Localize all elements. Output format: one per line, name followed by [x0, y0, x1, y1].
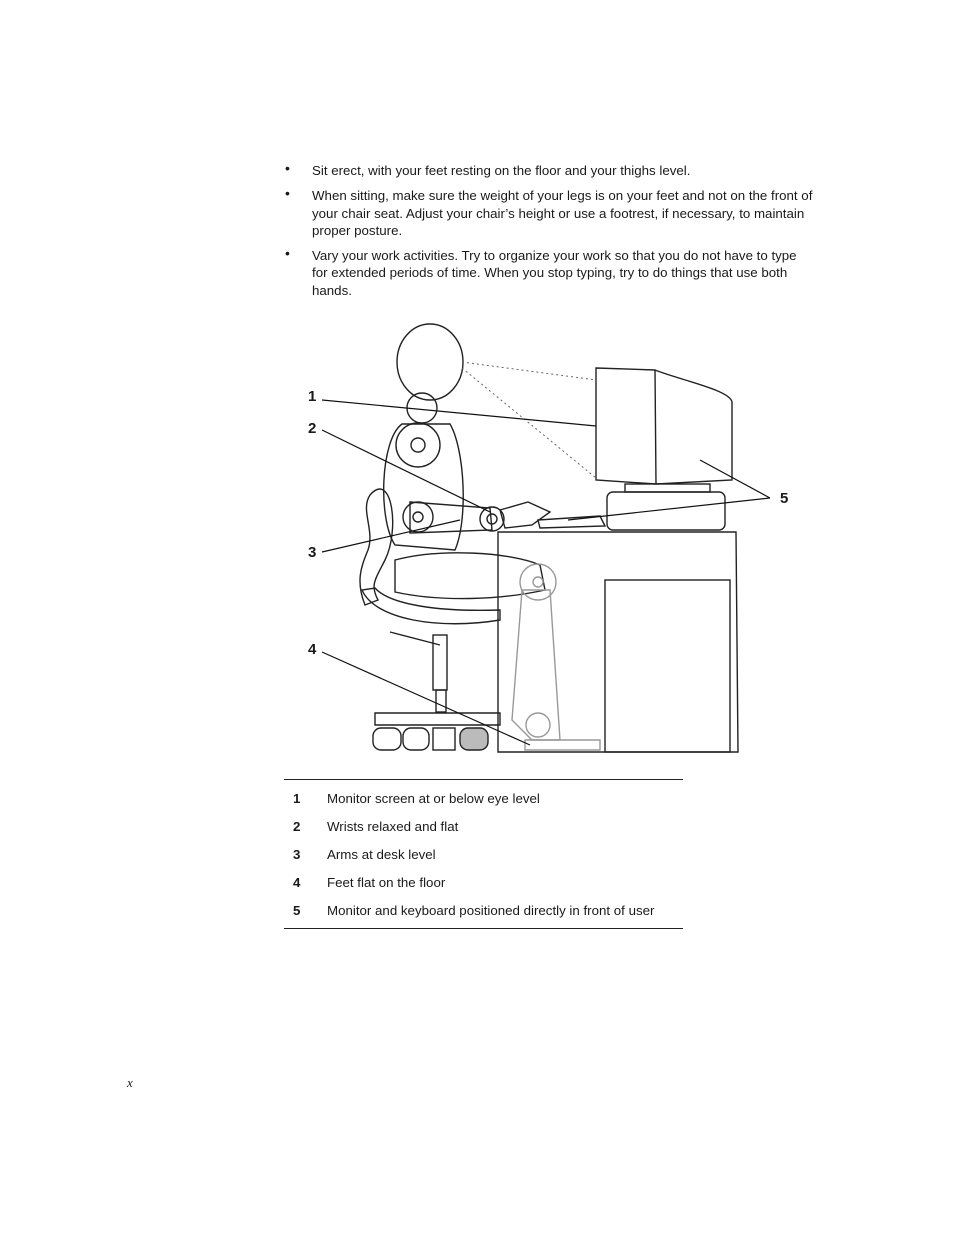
chair-column-lower [436, 690, 446, 712]
legend-number: 1 [293, 790, 301, 806]
legend-number: 2 [293, 818, 301, 834]
elbow-joint-inner [413, 512, 423, 522]
page-number: x [127, 1075, 133, 1090]
leader-line-1 [322, 400, 596, 426]
leader-line-2 [322, 430, 490, 512]
bullet-dot: • [285, 160, 290, 176]
lower-leg-shape [512, 590, 560, 740]
bullet-text: Sit erect, with your feet resting on the floor and your thighs level. [312, 163, 691, 178]
hand-shape [500, 502, 550, 528]
posture-diagram [300, 320, 800, 760]
legend-number: 3 [293, 846, 301, 862]
ergonomic-posture-illustration [300, 320, 800, 760]
chair-caster [433, 728, 455, 750]
legend-row [284, 896, 683, 924]
leader-line-5b [568, 498, 770, 520]
legend-row [284, 868, 683, 896]
bullet-text: When sitting, make sure the weight of your legs is on your feet and not on the front of your chair seat. Adjust your chair’s height or use a footrest, if necessary, to maintain proper posture. [312, 188, 813, 238]
leader-line-4 [322, 652, 530, 745]
shoulder-joint [396, 423, 440, 467]
legend-text: Monitor screen at or below eye level [327, 790, 540, 806]
callout-1: 1 [308, 388, 317, 405]
legend-text: Arms at desk level [327, 846, 436, 862]
legend-text: Wrists relaxed and flat [327, 818, 459, 834]
bullet-dot: • [285, 245, 290, 262]
monitor-base [607, 492, 725, 530]
figure-legend-table [284, 779, 683, 929]
sight-line [462, 362, 596, 380]
callout-5: 5 [780, 490, 789, 507]
bullet-item [284, 187, 814, 239]
bullet-item [284, 247, 814, 299]
callout-2: 2 [308, 420, 317, 437]
callout-3: 3 [308, 544, 317, 561]
bullet-item [284, 162, 814, 179]
legend-row [284, 840, 683, 868]
legend-text: Feet flat on the floor [327, 874, 446, 890]
legend-text: Monitor and keyboard positioned directly in front of user [327, 902, 655, 918]
callout-4: 4 [308, 641, 317, 658]
sight-line [462, 368, 596, 478]
knee-joint-inner [533, 577, 543, 587]
bullet-text: Vary your work activities. Try to organize your work so that you do not have to type for extended periods of time. When you stop typing, try to do things that use both hands. [312, 248, 797, 298]
monitor-stand [625, 484, 710, 492]
ankle-joint [526, 713, 550, 737]
leader-line-3 [322, 520, 460, 552]
keyboard-shape [538, 516, 605, 528]
head-shape [397, 324, 463, 400]
chair-seat-shape [362, 588, 500, 624]
chair-caster [403, 728, 429, 750]
computer-tower [605, 580, 730, 752]
shoulder-joint-inner [411, 438, 425, 452]
legend-row [284, 784, 683, 812]
legend-number: 5 [293, 902, 301, 918]
bullet-dot: • [285, 185, 290, 202]
chair-caster [460, 728, 488, 750]
chair-back-shape [360, 489, 393, 605]
monitor-screen-edge [655, 370, 656, 484]
foot-shape [525, 740, 600, 750]
posture-bullet-list [284, 162, 814, 307]
legend-number: 4 [293, 874, 301, 890]
legend-row [284, 812, 683, 840]
chair-caster [373, 728, 401, 750]
